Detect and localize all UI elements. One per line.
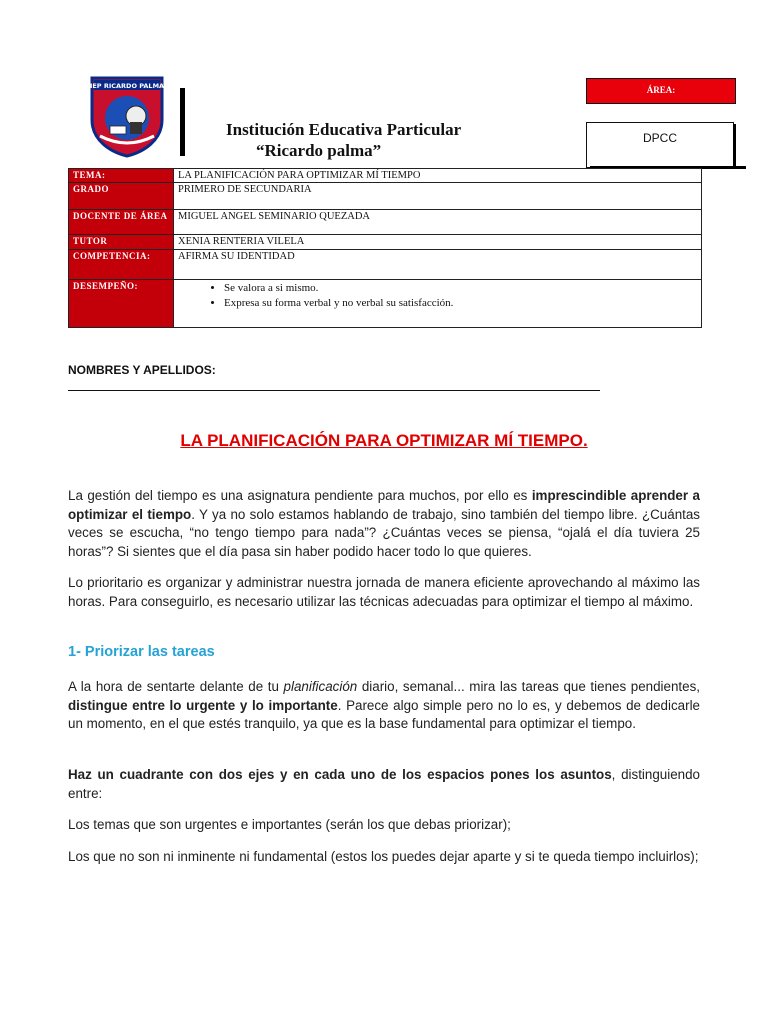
- paragraph: Los temas que son urgentes e importantes (serán los que debas priorizar);: [68, 817, 511, 832]
- row-label: TUTOR: [69, 235, 174, 250]
- row-label: COMPETENCIA:: [69, 250, 174, 280]
- row-label: DOCENTE DE ÁREA: [69, 210, 174, 235]
- institution-name: “Ricardo palma”: [256, 141, 382, 160]
- text-run: . Y ya no solo estamos hablando de trabajo, sino también del tiempo libre. ¿Cuántas veces se escucha, “no tengo tiempo para nada”? ¿Cuántas veces se piensa, “ojalá el día tuviera 25 horas”? Si sientes que el día pasa sin haber podido hacer todo lo que quieres.: [68, 506, 700, 559]
- text-run: diario, semanal... mira las tareas que tienes pendientes,: [357, 679, 700, 694]
- area-value-box: [586, 122, 734, 168]
- row-label: DESEMPEÑO:: [69, 280, 174, 328]
- document-title: LA PLANIFICACIÓN PARA OPTIMIZAR MÍ TIEMPO.: [180, 431, 588, 450]
- header-divider: [180, 88, 185, 156]
- text-run: La gestión del tiempo es una asignatura pendiente para muchos, por ello es: [68, 488, 532, 503]
- row-value: AFIRMA SU IDENTIDAD: [174, 250, 702, 280]
- section-heading: 1- Priorizar las tareas: [68, 644, 215, 660]
- paragraph: [68, 766, 700, 803]
- paragraph: Lo prioritario es organizar y administrar nuestra jornada de manera eficiente aprovechando al máximo las horas. Para conseguirlo, es necesario utilizar las técnicas adecuadas para optimizar el tiempo al máximo.: [68, 575, 700, 609]
- row-value: PRIMERO DE SECUNDARIA: [174, 183, 702, 210]
- italic-text: planificación: [283, 679, 358, 694]
- area-box-shadow-side: [733, 124, 736, 169]
- table-row: [69, 169, 702, 183]
- course-info-table: [68, 168, 702, 328]
- row-value: XENIA RENTERIA VILELA: [174, 235, 702, 250]
- row-label: TEMA:: [69, 169, 174, 183]
- text-run: A la hora de sentarte delante de tu: [68, 679, 284, 694]
- table-row: [69, 250, 702, 280]
- institution-title: Institución Educativa Particular: [226, 120, 462, 139]
- logo-text: IEP RICARDO PALMA: [90, 82, 164, 90]
- bold-text: imprescindible aprender a optimizar el tiempo: [68, 488, 701, 522]
- row-label: GRADO: [69, 183, 174, 210]
- table-row: [69, 280, 702, 328]
- bold-text: distingue entre lo urgente y lo importante: [68, 697, 338, 713]
- desempeno-list: [178, 281, 697, 311]
- area-value: DPCC: [642, 131, 677, 145]
- list-item: • Se valora a si mismo.: [224, 281, 697, 296]
- table-row: [69, 210, 702, 235]
- row-value: LA PLANIFICACIÓN PARA OPTIMIZAR MÍ TIEMPO: [174, 169, 702, 183]
- row-value: MIGUEL ANGEL SEMINARIO QUEZADA: [174, 210, 702, 235]
- paragraph: [68, 678, 700, 734]
- table-row: [69, 235, 702, 250]
- text-run: . Parece algo simple pero no lo es, y debemos de dedicarle un momento, en el que estés tranquilo, ya que es la base fundamental para optimizar el tiempo.: [68, 697, 700, 731]
- bold-text: Haz un cuadrante con dos ejes y en cada uno de los espacios pones los asuntos: [68, 767, 612, 782]
- paragraph: Los que no son ni inminente ni fundamental (estos los puedes dejar aparte y si te queda tiempo incluirlos);: [68, 849, 699, 864]
- names-label: NOMBRES Y APELLIDOS:: [68, 363, 216, 377]
- paragraph: [68, 487, 700, 561]
- table-row: [69, 183, 702, 210]
- area-label: ÁREA:: [586, 78, 736, 104]
- names-fill-line: [68, 390, 600, 391]
- text-run: , distinguiendo entre:: [68, 767, 700, 801]
- list-item: • Expresa su forma verbal y no verbal su satisfacción.: [224, 296, 697, 311]
- school-crest-logo: [90, 76, 164, 158]
- row-value: [174, 280, 702, 328]
